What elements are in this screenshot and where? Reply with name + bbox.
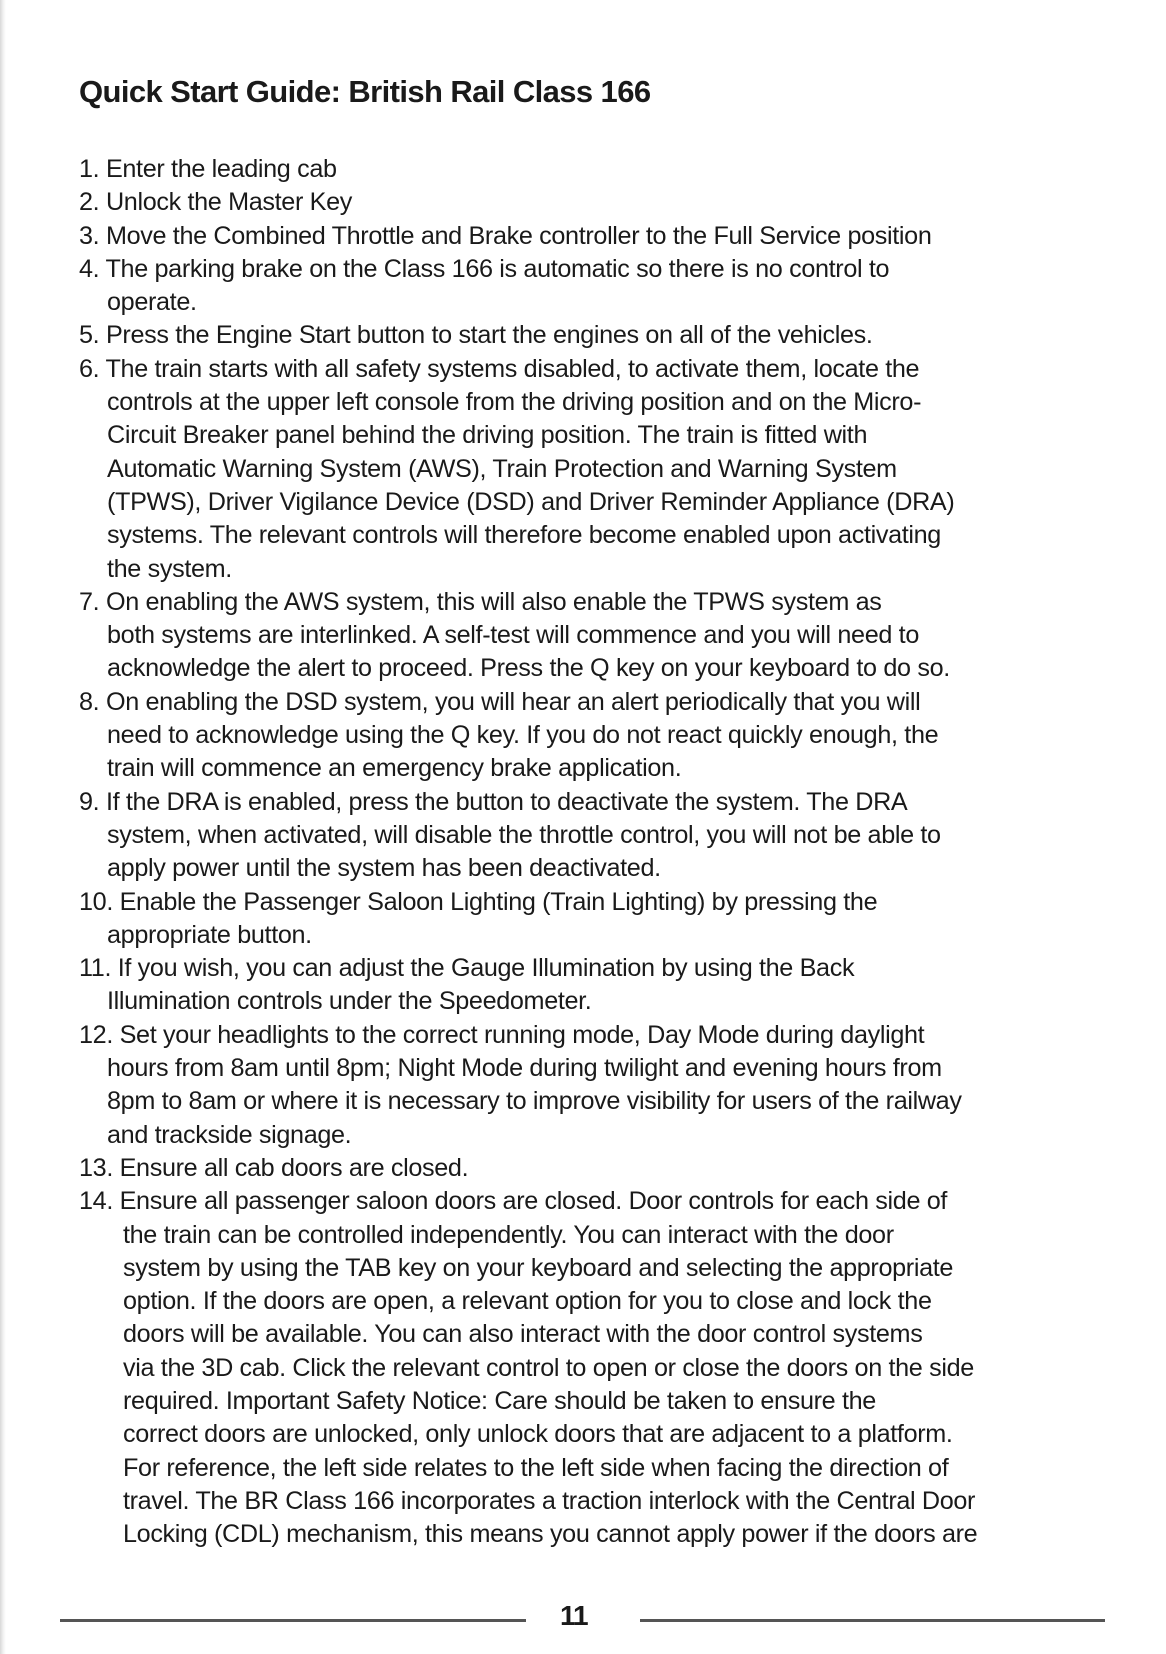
step-item <box>79 952 1149 1019</box>
step-item <box>79 686 1149 786</box>
step-item <box>79 253 1149 320</box>
step-text: 5. Press the Engine Start button to start the engines on all of the vehicles. <box>79 321 873 350</box>
step-text-continuation: option. If the doors are open, a relevant option for you to close and lock the <box>123 1287 932 1316</box>
page-title: Quick Start Guide: British Rail Class 166 <box>79 74 651 109</box>
step-item <box>79 353 1149 586</box>
step-text-continuation: For reference, the left side relates to the left side when facing the direction of <box>123 1453 949 1482</box>
step-text-continuation: appropriate button. <box>107 920 312 949</box>
step-text: 7. On enabling the AWS system, this will also enable the TPWS system as <box>79 587 882 616</box>
step-text: 2. Unlock the Master Key <box>79 188 352 217</box>
footer-rule-right <box>640 1619 1105 1622</box>
step-text: 3. Move the Combined Throttle and Brake controller to the Full Service position <box>79 221 932 250</box>
step-item <box>79 786 1149 886</box>
step-text-continuation: operate. <box>107 288 197 317</box>
step-item <box>79 319 1149 352</box>
footer-rule-left <box>60 1619 526 1622</box>
step-text-continuation: via the 3D cab. Click the relevant control to open or close the doors on the side <box>123 1353 974 1382</box>
step-text-continuation: Automatic Warning System (AWS), Train Protection and Warning System <box>107 454 897 483</box>
steps-list <box>79 153 1149 1551</box>
step-item <box>79 186 1149 219</box>
step-text-continuation: doors will be available. You can also interact with the door control systems <box>123 1320 923 1349</box>
step-item <box>79 153 1149 186</box>
step-text-continuation: (TPWS), Driver Vigilance Device (DSD) and Driver Reminder Appliance (DRA) <box>107 487 955 516</box>
step-text-continuation: required. Important Safety Notice: Care should be taken to ensure the <box>123 1386 876 1415</box>
step-text-continuation: need to acknowledge using the Q key. If you do not react quickly enough, the <box>107 721 939 750</box>
step-item <box>79 220 1149 253</box>
page-number: 11 <box>560 1600 588 1631</box>
step-text-continuation: Locking (CDL) mechanism, this means you cannot apply power if the doors are <box>123 1520 978 1549</box>
step-item <box>79 1019 1149 1152</box>
step-item <box>79 586 1149 686</box>
step-text-continuation: controls at the upper left console from the driving position and on the Micro- <box>107 388 922 417</box>
step-text-continuation: both systems are interlinked. A self-test will commence and you will need to <box>107 621 919 650</box>
step-text: 4. The parking brake on the Class 166 is automatic so there is no control to <box>79 254 890 283</box>
step-text-continuation: acknowledge the alert to proceed. Press the Q key on your keyboard to do so. <box>107 654 950 683</box>
step-text-continuation: apply power until the system has been deactivated. <box>107 854 661 883</box>
step-text-continuation: train will commence an emergency brake application. <box>107 754 682 783</box>
step-text-continuation: correct doors are unlocked, only unlock doors that are adjacent to a platform. <box>123 1420 953 1449</box>
step-text: 6. The train starts with all safety systems disabled, to activate them, locate the <box>79 354 920 383</box>
step-item <box>79 1185 1149 1551</box>
step-text: 12. Set your headlights to the correct running mode, Day Mode during daylight <box>79 1020 925 1049</box>
step-text: 9. If the DRA is enabled, press the button to deactivate the system. The DRA <box>79 787 908 816</box>
step-text-continuation: the system. <box>107 554 232 583</box>
step-text-continuation: the train can be controlled independently. You can interact with the door <box>123 1220 894 1249</box>
step-text-continuation: travel. The BR Class 166 incorporates a traction interlock with the Central Door <box>123 1486 976 1515</box>
step-text: 11. If you wish, you can adjust the Gauge Illumination by using the Back <box>79 954 855 983</box>
page-edge-shadow <box>0 0 6 1654</box>
step-text: 14. Ensure all passenger saloon doors are closed. Door controls for each side of <box>79 1187 948 1216</box>
step-item <box>79 1152 1149 1185</box>
step-text: 1. Enter the leading cab <box>79 155 337 183</box>
step-text-continuation: and trackside signage. <box>107 1120 352 1149</box>
step-text: 8. On enabling the DSD system, you will hear an alert periodically that you will <box>79 687 921 716</box>
step-text-continuation: 8pm to 8am or where it is necessary to improve visibility for users of the railway <box>107 1087 962 1116</box>
step-text-continuation: system, when activated, will disable the throttle control, you will not be able to <box>107 820 941 849</box>
step-text-continuation: system by using the TAB key on your keyboard and selecting the appropriate <box>123 1253 954 1282</box>
step-text: 10. Enable the Passenger Saloon Lighting (Train Lighting) by pressing the <box>79 887 878 916</box>
step-text-continuation: Circuit Breaker panel behind the driving position. The train is fitted with <box>107 421 868 450</box>
step-text-continuation: hours from 8am until 8pm; Night Mode during twilight and evening hours from <box>107 1054 942 1083</box>
step-text-continuation: Illumination controls under the Speedometer. <box>107 987 592 1016</box>
step-text: 13. Ensure all cab doors are closed. <box>79 1153 469 1182</box>
step-text-continuation: systems. The relevant controls will therefore become enabled upon activating <box>107 521 941 550</box>
page-footer <box>0 1600 1166 1640</box>
step-item <box>79 886 1149 953</box>
